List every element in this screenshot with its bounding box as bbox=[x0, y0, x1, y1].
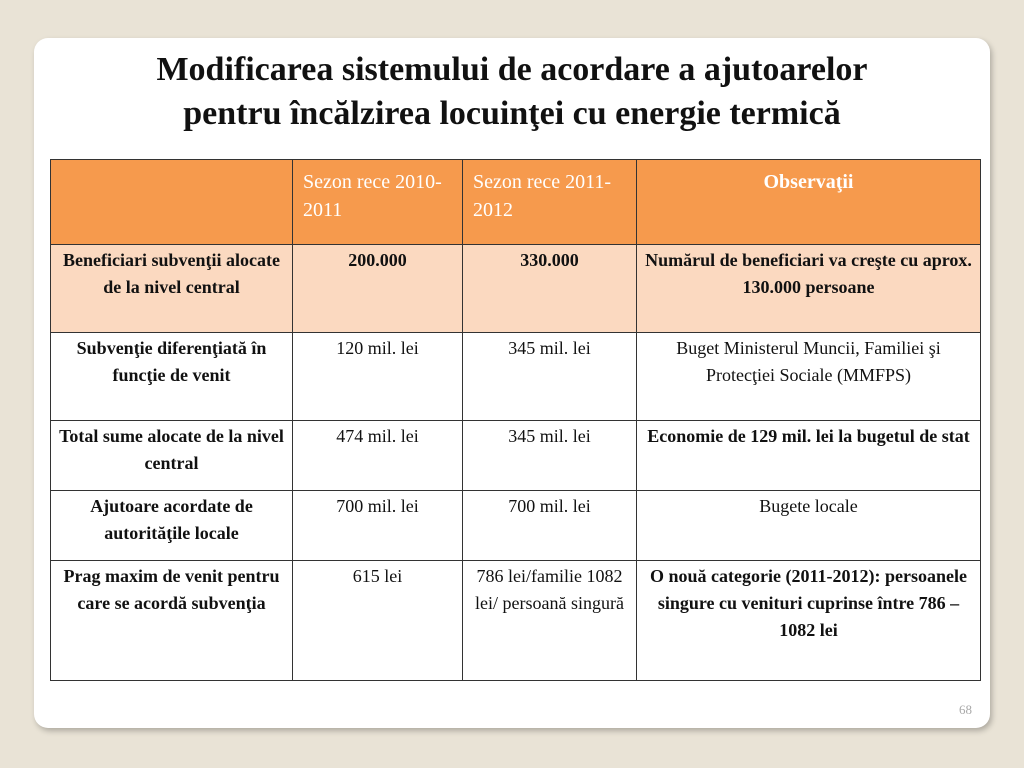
cell-total-central-2010-2011: 474 mil. lei bbox=[293, 421, 463, 491]
table-row bbox=[51, 561, 981, 681]
header-corner-cell bbox=[51, 160, 293, 245]
cell-income-threshold-2011-2012: 786 lei/familie 1082 lei/ persoană singură bbox=[463, 561, 637, 681]
row-label-income-threshold: Prag maxim de venit pentru care se acordă subvenţia bbox=[51, 561, 293, 681]
header-season-2011-2012: Sezon rece 2011-2012 bbox=[463, 160, 637, 245]
table-header-row bbox=[51, 160, 981, 245]
row-label-total-central: Total sume alocate de la nivel central bbox=[51, 421, 293, 491]
table-row bbox=[51, 333, 981, 421]
cell-income-subsidy-2011-2012: 345 mil. lei bbox=[463, 333, 637, 421]
table-row bbox=[51, 421, 981, 491]
row-label-income-subsidy: Subvenţie diferenţiată în funcţie de venit bbox=[51, 333, 293, 421]
cell-beneficiaries-observation: Numărul de beneficiari va creşte cu aprox. 130.000 persoane bbox=[637, 245, 981, 333]
cell-local-aid-2010-2011: 700 mil. lei bbox=[293, 491, 463, 561]
cell-total-central-observation: Economie de 129 mil. lei la bugetul de stat bbox=[637, 421, 981, 491]
cell-income-subsidy-observation: Buget Ministerul Muncii, Familiei şi Protecţiei Sociale (MMFPS) bbox=[637, 333, 981, 421]
page-number: 68 bbox=[959, 702, 972, 717]
cell-local-aid-2011-2012: 700 mil. lei bbox=[463, 491, 637, 561]
slide-title-line-1: Modificarea sistemului de acordare a ajutoarelor bbox=[156, 51, 868, 88]
cell-income-threshold-2010-2011: 615 lei bbox=[293, 561, 463, 681]
header-season-2010-2011: Sezon rece 2010-2011 bbox=[293, 160, 463, 245]
cell-beneficiaries-2010-2011: 200.000 bbox=[293, 245, 463, 333]
row-label-beneficiaries: Beneficiari subvenţii alocate de la nivel central bbox=[51, 245, 293, 333]
header-observations: Observaţii bbox=[637, 160, 981, 245]
slide-title-line-2: pentru încălzirea locuinţei cu energie termică bbox=[183, 95, 841, 132]
slide-title bbox=[34, 48, 990, 136]
slide bbox=[34, 38, 990, 728]
heating-aid-table bbox=[50, 159, 981, 681]
cell-local-aid-observation: Bugete locale bbox=[637, 491, 981, 561]
row-label-local-aid: Ajutoare acordate de autorităţile locale bbox=[51, 491, 293, 561]
cell-total-central-2011-2012: 345 mil. lei bbox=[463, 421, 637, 491]
table-row bbox=[51, 491, 981, 561]
cell-income-subsidy-2010-2011: 120 mil. lei bbox=[293, 333, 463, 421]
table-row bbox=[51, 245, 981, 333]
cell-beneficiaries-2011-2012: 330.000 bbox=[463, 245, 637, 333]
cell-income-threshold-observation: O nouă categorie (2011-2012): persoanele singure cu venituri cuprinse între 786 – 1082 lei bbox=[637, 561, 981, 681]
